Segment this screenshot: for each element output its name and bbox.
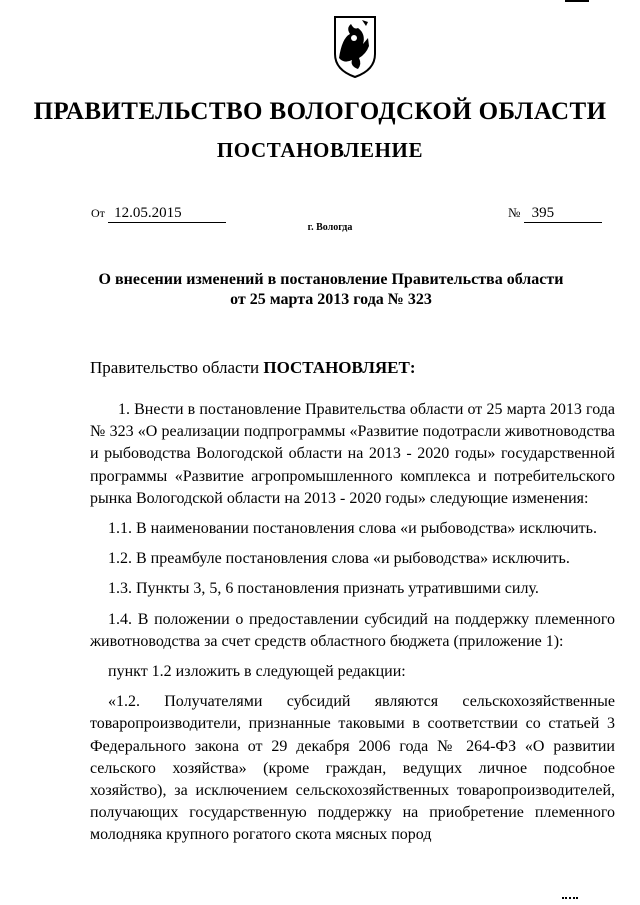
preamble-decree: ПОСТАНОВЛЯЕТ:: [263, 358, 416, 377]
paragraph-1-1: 1.1. В наименовании постановления слова «и рыбоводства» исключить.: [108, 520, 597, 538]
document-subject: [90, 270, 572, 310]
number-label: №: [508, 205, 521, 220]
number-value: 395: [524, 205, 602, 223]
city: г. Вологда: [307, 222, 353, 233]
doc-type: ПОСТАНОВЛЕНИЕ: [216, 138, 424, 162]
date-value: 12.05.2015: [108, 205, 226, 223]
scan-mark-top: [565, 0, 589, 5]
subject-line-1: О внесении изменений в постановление Правительства области: [98, 271, 564, 288]
document-body: [90, 399, 615, 847]
org-title: ПРАВИТЕЛЬСТВО ВОЛОГОДСКОЙ ОБЛАСТИ: [33, 98, 607, 125]
paragraph-1: 1. Внести в постановление Правительства области от 25 марта 2013 года № 323 «О реализации подпрограммы «Развитие подотрасли животноводства и рыбоводства Вологодской области на 2013 - 2020 годы» государственной программы «Развитие агропромышленного комплекса и потребительского рынка Вологодской области на 2013 - 2020 годы» следующие изменения:: [90, 401, 615, 507]
number-field: [508, 205, 602, 223]
paragraph-1-3: 1.3. Пункты 3, 5, 6 постановления признать утратившими силу.: [108, 580, 539, 598]
preamble: [90, 358, 416, 378]
coat-of-arms-icon: [332, 14, 378, 80]
paragraph-1-4-quote: «1.2. Получателями субсидий являются сельскохозяйственные товаропроизводители, признанные таковыми в соответствии со статьей 3 Федерального закона от 29 декабря 2006 года № 264-ФЗ «О развитии сельского хозяйства» (кроме граждан, ведущих личное подсобное хозяйство), за исключением сельскохозяйственных товаропроизводителей, получающих государственную поддержку на приобретение племенного молодняка крупного рогатого скота мясных пород: [90, 693, 615, 844]
subject-line-2: от 25 марта 2013 года № 323: [230, 291, 432, 308]
paragraph-1-4-intro: пункт 1.2 изложить в следующей редакции:: [108, 663, 406, 681]
date-field: [91, 205, 226, 223]
paragraph-1-2: 1.2. В преамбуле постановления слова «и рыбоводства» исключить.: [108, 550, 570, 568]
preamble-text: Правительство области: [90, 358, 264, 377]
paragraph-1-4: 1.4. В положении о предоставлении субсидий на поддержку племенного животноводства за счет средств областного бюджета (приложение 1):: [90, 610, 615, 650]
date-label: От: [91, 206, 105, 220]
scan-mark-bottom: [562, 897, 578, 901]
